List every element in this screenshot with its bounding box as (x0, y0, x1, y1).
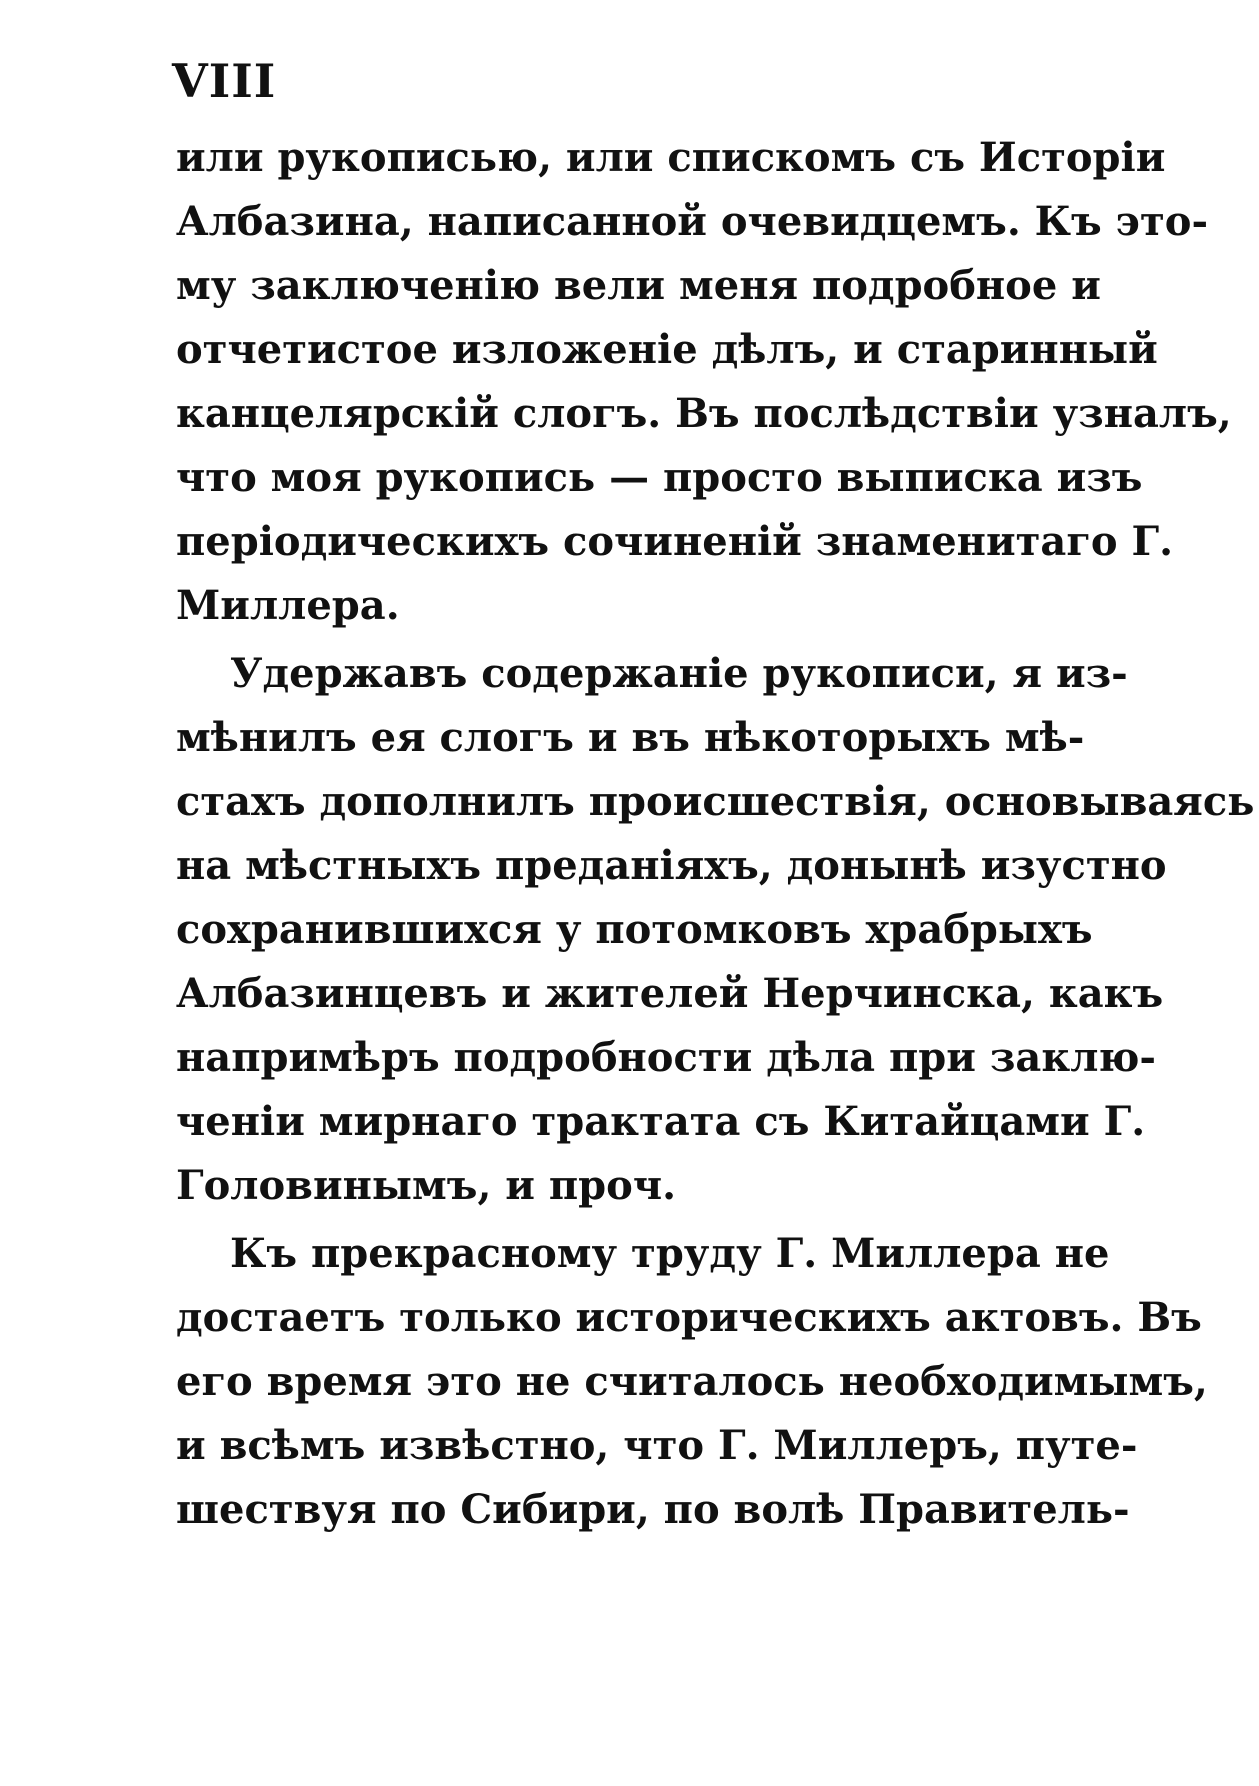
text-line: на мѣстныхъ преданіяхъ, донынѣ изустно (176, 842, 1167, 889)
text-line: Миллера. (176, 582, 400, 629)
text-line: стахъ дополнилъ происшествія, основываясь (176, 778, 1255, 825)
text-line: достаетъ только историческихъ актовъ. Въ (176, 1294, 1202, 1341)
text-line: му заключенію вели меня подробное и (176, 262, 1101, 309)
text-line: Удержавъ содержаніе рукописи, я из- (230, 650, 1128, 697)
text-line: канцелярскій слогъ. Въ послѣдствіи узналъ, (176, 390, 1232, 437)
text-line: періодическихъ сочиненій знаменитаго Г. (176, 518, 1173, 565)
text-line: Головинымъ, и проч. (176, 1162, 677, 1209)
text-line: его время это не считалось необходимымъ, (176, 1358, 1208, 1405)
text-line: напримѣръ подробности дѣла при заклю- (176, 1034, 1157, 1081)
page-number: VIII (172, 54, 277, 108)
text-line: шествуя по Сибири, по волѣ Правитель- (176, 1486, 1130, 1533)
text-line: отчетистое изложеніе дѣлъ, и старинный (176, 326, 1158, 373)
text-line: Къ прекрасному труду Г. Миллера не (230, 1230, 1110, 1277)
text-line: ченіи мирнаго трактата съ Китайцами Г. (176, 1098, 1146, 1145)
text-line: или рукописью, или спискомъ съ Исторіи (176, 134, 1166, 181)
text-line: мѣнилъ ея слогъ и въ нѣкоторыхъ мѣ- (176, 714, 1085, 761)
text-line: Албазинцевъ и жителей Нерчинска, какъ (176, 970, 1164, 1017)
text-line: сохранившихся у потомковъ храбрыхъ (176, 906, 1093, 953)
text-line: Албазина, написанной очевидцемъ. Къ это- (176, 198, 1209, 245)
text-line: и всѣмъ извѣстно, что Г. Миллеръ, путе- (176, 1422, 1138, 1469)
text-line: что моя рукопись — просто выписка изъ (176, 454, 1143, 501)
